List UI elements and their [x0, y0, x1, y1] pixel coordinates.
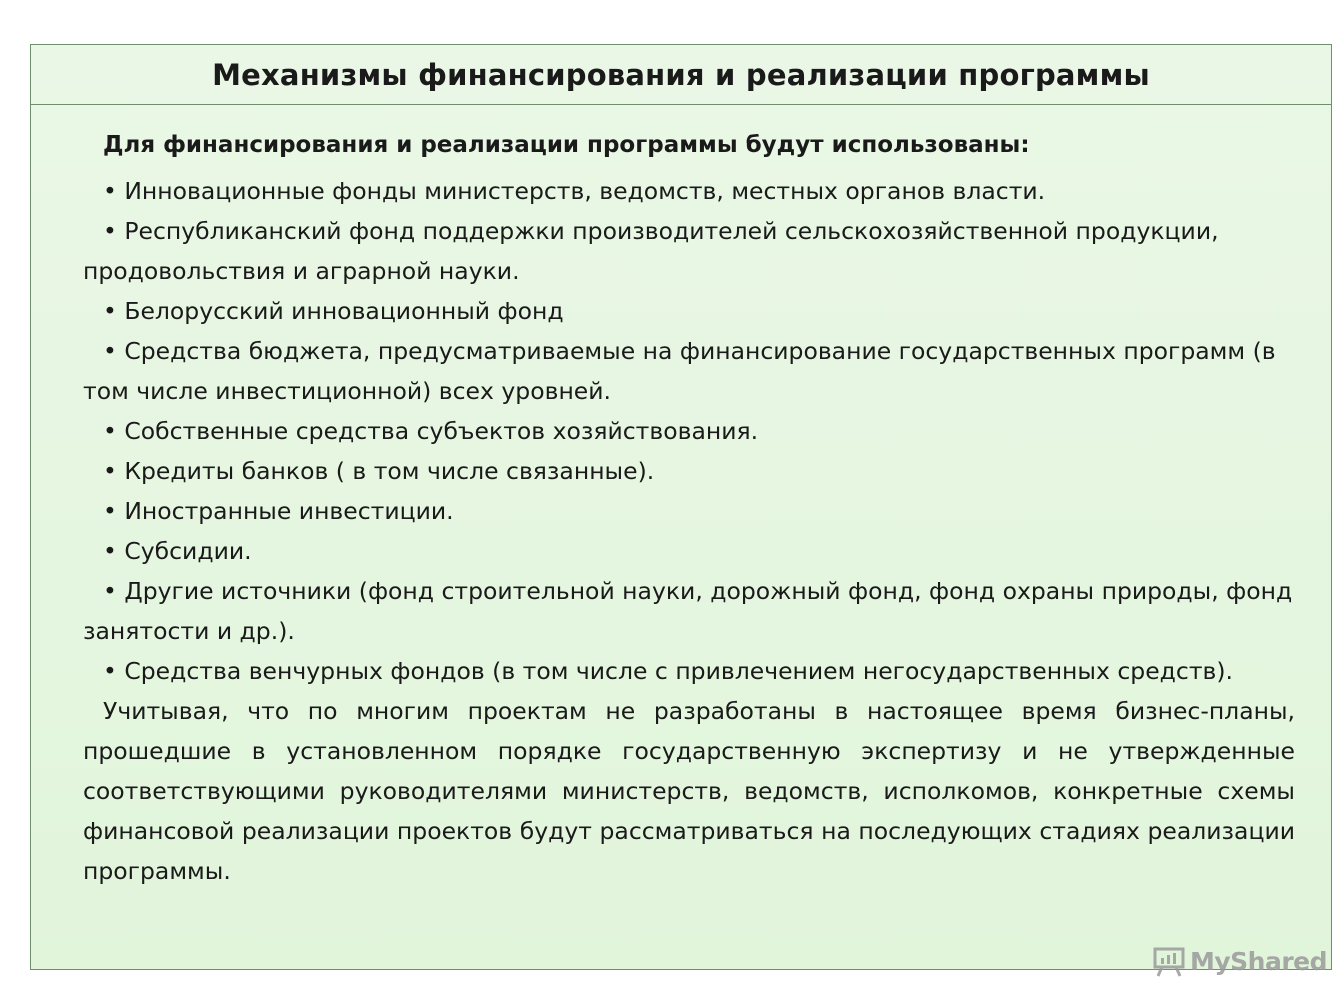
title-bar: [31, 45, 1331, 105]
bullet-item: • Кредиты банков ( в том числе связанные).: [103, 457, 655, 485]
bullet-item: • Средства бюджета, предусматриваемые на финансирование государственных программ (в том числе инвестиционной) всех уровней.: [83, 337, 1276, 405]
bullet-item: • Субсидии.: [103, 537, 252, 565]
bullet-item: • Собственные средства субъектов хозяйствования.: [103, 417, 759, 445]
slide-panel: [30, 44, 1332, 970]
watermark-text: MyShared: [1190, 946, 1328, 976]
slide-content: [83, 125, 1295, 891]
bullet-item: • Инновационные фонды министерств, ведомств, местных органов власти.: [103, 177, 1046, 205]
bullet-item: • Белорусский инновационный фонд: [103, 297, 564, 325]
lead-text: Для финансирования и реализации программы будут использованы:: [103, 132, 1030, 158]
page-title: Механизмы финансирования и реализации программы: [212, 57, 1150, 92]
presentation-board-icon: [1152, 945, 1186, 977]
bullet-item: • Иностранные инвестиции.: [103, 497, 454, 525]
bullet-item: • Средства венчурных фондов (в том числе с привлечением негосударственных средств).: [103, 657, 1233, 685]
watermark: [1152, 944, 1327, 978]
bullet-item: • Республиканский фонд поддержки производителей сельскохозяйственной продукции, продовольствия и аграрной науки.: [83, 217, 1219, 285]
closing-paragraph: Учитывая, что по многим проектам не разработаны в настоящее время бизнес-планы, прошедшие в установленном порядке государственную экспертизу и не утвержденные соответствующими руководителями министерств, ведомств, исполкомов, конкретные схемы финансовой реализации проектов будут рассматриваться на последующих стадиях реализации программы.: [83, 697, 1295, 885]
bullet-item: • Другие источники (фонд строительной науки, дорожный фонд, фонд охраны природы, фонд занятости и др.).: [83, 577, 1293, 645]
